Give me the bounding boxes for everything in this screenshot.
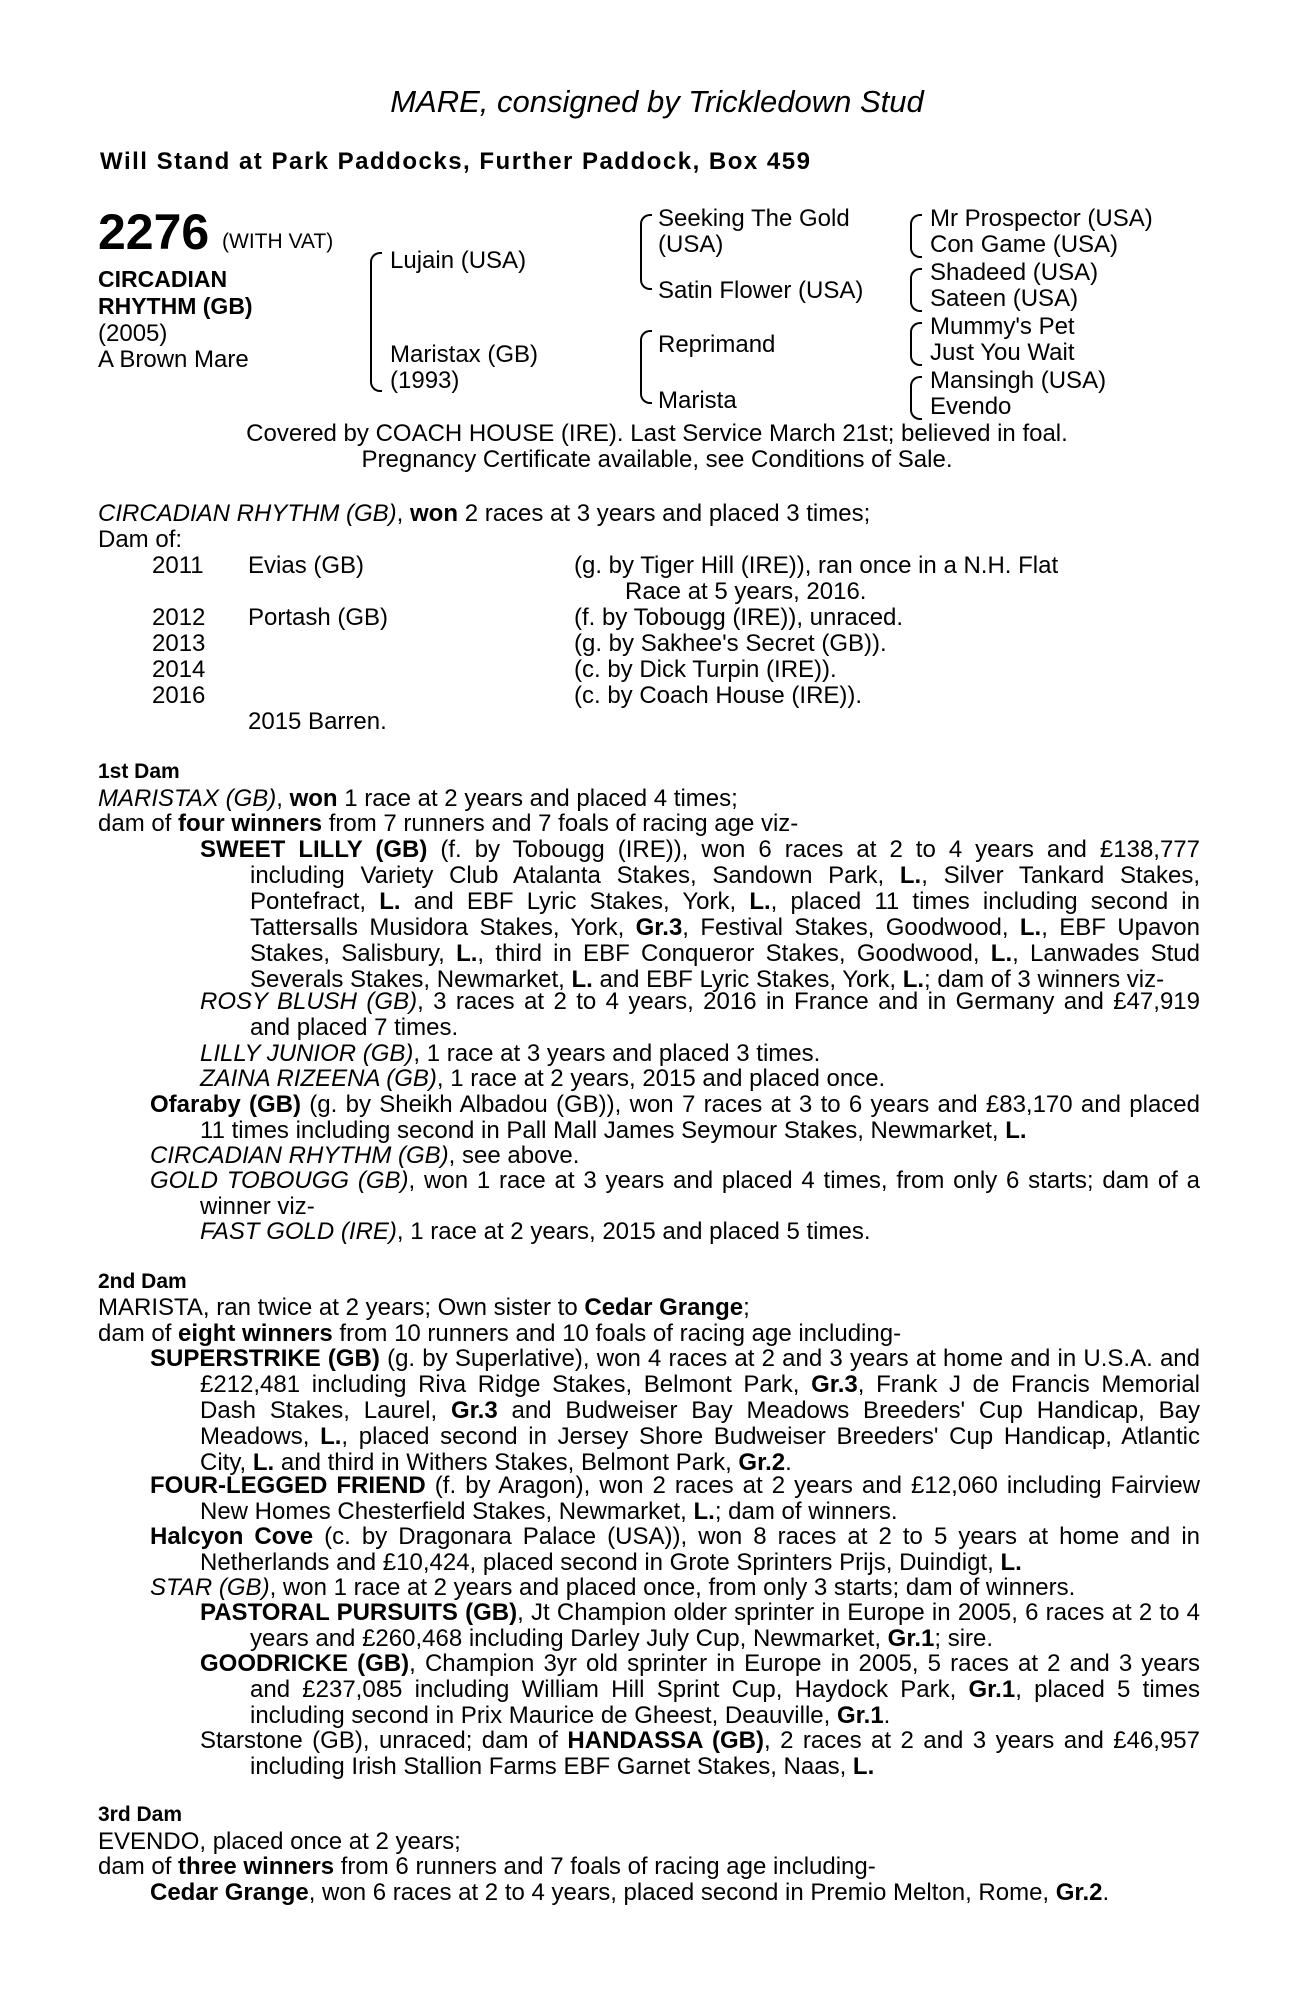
produce-year: 2013 xyxy=(152,630,206,657)
entry-cedar-grange: Cedar Grange, won 6 races at 2 to 4 years, placed second in Premio Melton, Rome, Gr.2. xyxy=(150,1879,1110,1906)
entry-superstrike: SUPERSTRIKE (GB) (g. by Superlative), won 4 races at 2 and 3 years at home and in U.S.A. and £212,481 including Riva Ridge Stakes, Belmont Park, Gr.3, Frank J de Francis Memorial Dash Stakes, Laurel, Gr.3 and Budweiser Bay Meadows Breeders' Cup Handicap, Bay Meadows, L., placed second in Jersey Shore Budweiser Breeders' Cup Handicap, Atlantic City, L. and third in Withers Stakes, Belmont Park, Gr.2. xyxy=(150,1345,1201,1476)
pedigree-brace-4d xyxy=(910,376,922,420)
horse-name-line1: CIRCADIAN xyxy=(98,266,228,292)
entry-four-legged-friend: FOUR-LEGGED FRIEND (f. by Aragon), won 2 races at 2 years and £12,060 including Fairview New Homes Chesterfield Stakes, Newmarket, L.; dam of winners. xyxy=(150,1472,1201,1525)
produce-year: 2011 xyxy=(152,552,204,579)
produce-intro: CIRCADIAN RHYTHM (GB), won 2 races at 3 years and placed 3 times; xyxy=(98,500,871,527)
section-1st-dam: 1st Dam xyxy=(98,760,180,783)
produce-desc: Race at 5 years, 2016. xyxy=(625,578,867,605)
pedigree-dam-year: (1993) xyxy=(390,367,460,394)
pedigree-sdd: Sateen (USA) xyxy=(930,285,1079,312)
produce-desc: (f. by Tobougg (IRE)), unraced. xyxy=(574,604,904,631)
produce-year: 2016 xyxy=(152,682,206,709)
section-2nd-dam: 2nd Dam xyxy=(98,1270,187,1293)
pedigree-ssd: Con Game (USA) xyxy=(930,231,1119,258)
section-3rd-dam: 3rd Dam xyxy=(98,1803,183,1826)
entry-zaina-rizeena: ZAINA RIZEENA (GB), 1 race at 2 years, 2015 and placed once. xyxy=(200,1065,886,1092)
entry-pastoral-pursuits: PASTORAL PURSUITS (GB), Jt Champion older sprinter in Europe in 2005, 6 races at 2 to 4 years and £260,468 including Darley July Cup, Newmarket, Gr.1; sire. xyxy=(200,1599,1200,1652)
pedigree-dsd: Just You Wait xyxy=(930,339,1075,366)
entry-sweet-lilly: SWEET LILLY (GB) (f. by Tobougg (IRE)), won 6 races at 2 to 4 years and £138,777 including Variety Club Atalanta Stakes, Sandown Park, L., Silver Tankard Stakes, Pontefract, L. and EBF Lyric Stakes, York, L., placed 11 times including second in Tattersalls Musidora Stakes, York, Gr.3, Festival Stakes, Goodwood, L., EBF Upavon Stakes, Salisbury, L., third in EBF Conqueror Stakes, Goodwood, L., Lanwades Stud Severals Stakes, Newmarket, L. and EBF Lyric Stakes, York, L.; dam of 3 winners viz- xyxy=(200,836,1201,993)
entry-goodricke: GOODRICKE (GB), Champion 3yr old sprinter in Europe in 2005, 5 races at 2 and 3 years and £237,085 including William Hill Sprint Cup, Haydock Park, Gr.1, placed 5 times including second in Prix Maurice de Gheest, Deauville, Gr.1. xyxy=(200,1650,1200,1729)
produce-barren: 2015 Barren. xyxy=(248,708,387,735)
vat-note: (WITH VAT) xyxy=(222,230,334,253)
pedigree-brace-sire xyxy=(640,214,652,290)
entry-lilly-junior: LILLY JUNIOR (GB), 1 race at 3 years and placed 3 times. xyxy=(200,1040,821,1067)
dam2-dam-of: dam of eight winners from 10 runners and 10 foals of racing age including- xyxy=(98,1320,902,1347)
pedigree-sire: Lujain (USA) xyxy=(390,247,527,274)
lot-number: 2276 xyxy=(98,204,210,260)
pedigree-sire-sire-line2: (USA) xyxy=(658,231,724,258)
entry-fast-gold: FAST GOLD (IRE), 1 race at 2 years, 2015 and placed 5 times. xyxy=(200,1218,871,1245)
produce-name: Portash (GB) xyxy=(248,604,389,631)
horse-description: A Brown Mare xyxy=(98,346,249,373)
pedigree-dam-dam: Marista xyxy=(658,387,737,414)
pedigree-brace-4a xyxy=(910,214,922,258)
produce-desc: (g. by Tiger Hill (IRE)), ran once in a N.H. Flat xyxy=(574,552,1059,579)
pedigree-sire-sire-line1: Seeking The Gold xyxy=(658,205,850,232)
dam2-intro: MARISTA, ran twice at 2 years; Own sister to Cedar Grange; xyxy=(98,1294,750,1321)
entry-circadian-rhythm: CIRCADIAN RHYTHM (GB), see above. xyxy=(150,1142,580,1169)
entry-ofaraby: Ofaraby (GB) (g. by Sheikh Albadou (GB)), won 7 races at 3 to 6 years and £83,170 and placed 11 times including second in Pall Mall James Seymour Stakes, Newmarket, L. xyxy=(150,1091,1200,1144)
produce-intro-rest: 2 races at 3 years and placed 3 times; xyxy=(464,500,871,527)
cover-note: Covered by COACH HOUSE (IRE). Last Service March 21st; believed in foal. xyxy=(246,420,1068,447)
produce-name: Evias (GB) xyxy=(248,552,365,579)
pedigree-dds: Mansingh (USA) xyxy=(930,367,1107,394)
pedigree-dam: Maristax (GB) xyxy=(390,341,539,368)
produce-year: 2012 xyxy=(152,604,206,631)
dam3-intro: EVENDO, placed once at 2 years; xyxy=(98,1828,461,1855)
page-title: MARE, consigned by Trickledown Stud xyxy=(390,84,924,119)
horse-year: (2005) xyxy=(98,320,168,347)
pedigree-brace-main xyxy=(370,252,382,392)
horse-name-line2: RHYTHM (GB) xyxy=(98,293,253,319)
produce-intro-name: CIRCADIAN RHYTHM (GB) xyxy=(98,500,397,527)
entry-rosy-blush: ROSY BLUSH (GB), 3 races at 2 to 4 years, 2016 in France and in Germany and £47,919 and placed 7 times. xyxy=(200,988,1200,1041)
pedigree-sds: Shadeed (USA) xyxy=(930,259,1099,286)
entry-gold-tobougg: GOLD TOBOUGG (GB), won 1 race at 3 years and placed 4 times, from only 6 starts; dam of a winner viz- xyxy=(150,1167,1201,1220)
pedigree-brace-dam xyxy=(640,330,652,404)
entry-starstone: Starstone (GB), unraced; dam of HANDASSA (GB), 2 races at 2 and 3 years and £46,957 including Irish Stallion Farms EBF Garnet Stakes, Naas, L. xyxy=(200,1727,1200,1780)
dam1-intro: MARISTAX (GB), won 1 race at 2 years and placed 4 times; xyxy=(98,785,738,812)
pregnancy-note: Pregnancy Certificate available, see Conditions of Sale. xyxy=(361,446,953,473)
produce-desc: (c. by Coach House (IRE)). xyxy=(574,682,863,709)
pedigree-brace-4c xyxy=(910,322,922,366)
produce-desc: (g. by Sakhee's Secret (GB)). xyxy=(574,630,887,657)
pedigree-brace-4b xyxy=(910,268,922,312)
pedigree-sire-dam: Satin Flower (USA) xyxy=(658,277,864,304)
produce-intro-won: won xyxy=(410,500,459,527)
dam3-dam-of: dam of three winners from 6 runners and 7 foals of racing age including- xyxy=(98,1853,876,1880)
produce-desc: (c. by Dick Turpin (IRE)). xyxy=(574,656,837,683)
dam1-dam-of: dam of four winners from 7 runners and 7 foals of racing age viz- xyxy=(98,810,799,837)
pedigree-dss: Mummy's Pet xyxy=(930,313,1075,340)
pedigree-dam-sire: Reprimand xyxy=(658,331,776,358)
stand-location: Will Stand at Park Paddocks, Further Paddock, Box 459 xyxy=(100,148,812,175)
entry-star: STAR (GB), won 1 race at 2 years and placed once, from only 3 starts; dam of winners. xyxy=(150,1574,1076,1601)
pedigree-sss: Mr Prospector (USA) xyxy=(930,205,1153,232)
produce-year: 2014 xyxy=(152,656,206,683)
entry-halcyon-cove: Halcyon Cove (c. by Dragonara Palace (USA)), won 8 races at 2 to 5 years at home and in Netherlands and £10,424, placed second in Grote Sprinters Prijs, Duindigt, L. xyxy=(150,1523,1201,1576)
pedigree-ddd: Evendo xyxy=(930,393,1012,420)
dam-of-label: Dam of: xyxy=(98,526,183,553)
